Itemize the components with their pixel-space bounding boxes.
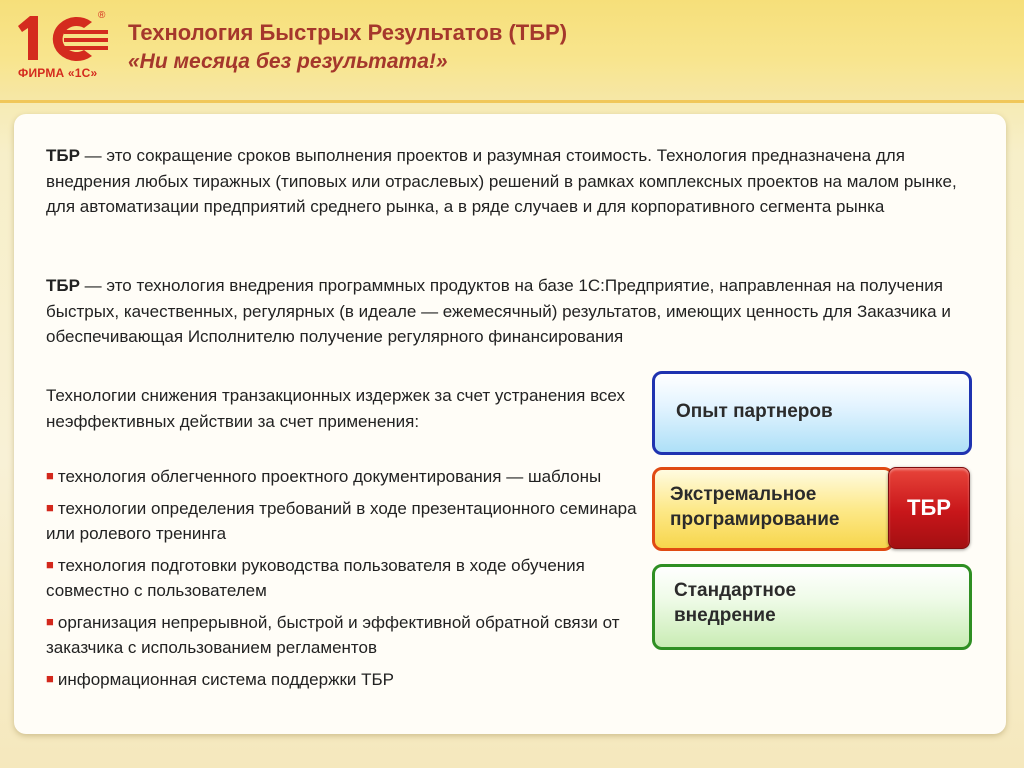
logo-1c-icon	[12, 12, 112, 64]
label-extreme-programming	[670, 482, 839, 532]
bullet-square-icon: ■	[46, 499, 54, 515]
paragraph-definition-1	[46, 143, 986, 220]
label-extreme-line2: програмирование	[670, 509, 840, 530]
bullet-square-icon: ■	[46, 556, 54, 572]
bullet-square-icon: ■	[46, 613, 54, 629]
paragraph-2-text: — это технология внедрения программных продуктов на базе 1С:Предприятие, направленная на получения быстрых, качественных, регулярных (в идеале — ежемесячный) результатов, имеющих ценность для Заказчика и обеспечивающая Исполнителю получение регулярного финансирования	[46, 276, 951, 346]
bullet-square-icon: ■	[46, 468, 54, 483]
label-standard-line1: Стандартное	[674, 580, 797, 601]
header-bar	[0, 0, 1024, 103]
page-subtitle: «Ни месяца без результата!»	[128, 50, 448, 73]
list-item	[46, 609, 666, 661]
logo-text: ФИРМА «1С»	[18, 66, 98, 80]
paragraph-definition-2	[46, 273, 986, 350]
page-title: Технология Быстрых Результатов (ТБР)	[128, 20, 568, 45]
label-partners-experience: Опыт партнеров	[676, 401, 833, 422]
paragraph-methods-intro: Технологии снижения транзакционных издержек за счет устранения всех неэффективных действии за счет применения:	[46, 386, 626, 431]
methods-list	[46, 463, 666, 697]
list-item-text: технология облегченного проектного документирования — шаблоны	[57, 467, 602, 486]
label-standard-implementation	[674, 578, 796, 628]
registered-mark: ®	[98, 10, 106, 21]
list-item-text: технология подготовки руководства пользователя в ходе обучения совместно с пользователем	[46, 555, 585, 600]
term-tbr-1: ТБР	[46, 146, 80, 165]
term-tbr-2: ТБР	[46, 276, 80, 295]
list-item	[46, 463, 666, 490]
paragraph-1-text: — это сокращение сроков выполнения проектов и разумная стоимость. Технология предназначена для внедрения любых тиражных (типовых или отраслевых) решений в рамках комплексных проектов на малом рынке, для автоматизации предприятий среднего рынка, а в ряде случаев и для корпоративного сегмента рынка	[46, 146, 957, 216]
list-item-text: информационная система поддержки ТБР	[57, 669, 394, 689]
list-item	[46, 666, 666, 693]
label-tbr: ТБР	[907, 495, 951, 520]
bullet-square-icon: ■	[46, 670, 54, 686]
list-item	[46, 552, 666, 604]
list-item-text: организация непрерывной, быстрой и эффективной обратной связи от заказчика с использованием регламентов	[46, 612, 620, 657]
list-item-text: технологии определения требований в ходе презентационного семинара или ролевого тренинга	[46, 498, 637, 543]
company-logo	[12, 12, 112, 84]
list-item	[46, 495, 666, 547]
label-standard-line2: внедрение	[674, 605, 776, 626]
label-extreme-line1: Экстремальное	[670, 484, 817, 505]
